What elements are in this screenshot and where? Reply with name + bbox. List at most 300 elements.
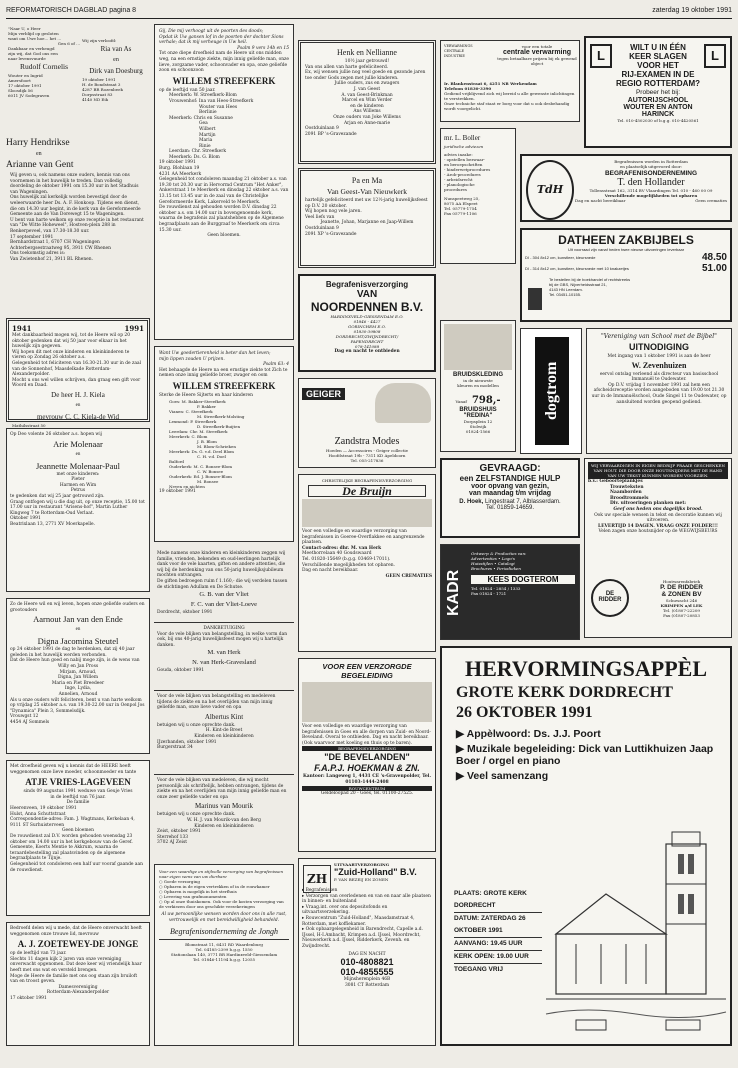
- slogan: BEGELEIDING: [341, 671, 393, 680]
- family-line: M. Streefkerk-Molsting: [197, 413, 245, 419]
- parents: Amersfoort: [8, 78, 31, 83]
- bible-icon: [528, 288, 542, 310]
- top-line: CHRISTELIJKE BEGRAFENISVERZORGING: [321, 478, 413, 483]
- service-item: ▸ Vraag.int. over ons depositofonds en uitvaartsverzekering.: [302, 905, 432, 916]
- service-item: Advertenties • Logo's: [471, 556, 515, 561]
- kid: Harmen en Wim: [59, 482, 97, 488]
- name-b: F. C. van der Vliet-Loeve: [190, 601, 258, 609]
- subline: Probeer het bij:: [635, 89, 681, 96]
- price: 51.00: [701, 263, 727, 274]
- logo-line: VERWARMINGS: [444, 44, 473, 48]
- item-text: Opbaren in de eigen vertrekken of in de rouwkamer: [163, 884, 270, 889]
- divider: [159, 939, 289, 940]
- age: in de leeftijd van 76 jaar.: [50, 794, 106, 800]
- phone: Tel. 05779-1754: [444, 206, 477, 211]
- family-line: C. W. Bonsee: [197, 468, 224, 474]
- family: Kinderen en kleinkinderen: [194, 823, 254, 829]
- ad-centrale-verwarming: [440, 40, 580, 122]
- region: DORDRECHT/ZWIJNDRECHT/: [335, 334, 399, 339]
- city: KRIMPEN a/d LEK: [660, 603, 703, 608]
- tagline: tegen betaalbare prijzen bij ek gewend object: [497, 56, 577, 66]
- product-item: Broodtrommels: [610, 495, 649, 501]
- bar: BEGRAFENISVERZORGING: [302, 746, 432, 751]
- name-a: De heer H. J. Kiela: [51, 390, 105, 399]
- address: Burgerstraat 34: [157, 745, 193, 751]
- address: Dorpsplein 12: [463, 419, 493, 424]
- line: 4287 BR Rozenbeek: [82, 87, 123, 92]
- motto: "Vereniging van School met de Bijbel": [601, 333, 717, 340]
- family-list: [159, 399, 289, 489]
- geiger-logo: GEIGER: [302, 388, 345, 400]
- address: Burg. Blohlaan 19: [159, 166, 200, 172]
- line: kleuren en modellen: [457, 383, 499, 388]
- body-line: te gedenken dat wij 25 jaar getrouwd zijn.: [10, 493, 105, 499]
- service-item: [159, 899, 289, 909]
- product-item: Trouwteksten: [610, 484, 644, 490]
- vci-logo: [444, 44, 494, 59]
- date: Dordrecht, oktober 1991: [157, 610, 213, 616]
- kadr-logo: KADR: [445, 569, 462, 617]
- title: BEGRAFENISONDERNEMING: [604, 170, 698, 177]
- verse: "Naar U, o Heer: [8, 26, 41, 31]
- hat-photo: [375, 383, 431, 423]
- shop-name: "REDINA": [463, 413, 493, 419]
- verse-ref: Psalm 63: 4: [263, 362, 289, 368]
- name-b: Dirk van Doesburg: [89, 67, 143, 75]
- family-line: Vianen: C. Streefkerk: [169, 408, 213, 414]
- address: Mijnsherenplein 46B: [343, 977, 391, 983]
- contact: Contact-adres: dhr. M. van Herk: [302, 545, 382, 551]
- birth-announcement: [8, 26, 80, 98]
- phone: Tel. 055-217836: [350, 458, 384, 463]
- family-line: Leerdam: Chr. Streefkerk: [169, 149, 226, 155]
- date: 17 oktober 1991: [8, 83, 42, 88]
- ad-datheen: [520, 228, 732, 322]
- info-line: PLAATS: GROTE KERK DORDRECHT: [454, 888, 542, 913]
- program-item: [456, 728, 726, 740]
- body-line: Ex, wij wensen jullie nog veel goede en gezonde jaren toe onder Gods zegen met jullie kinderen.: [305, 70, 426, 81]
- product-item: b.v.: Geboorteplankjes: [588, 479, 643, 484]
- region: PAPENDRECHT: [350, 339, 384, 344]
- name-a: Ria van As: [100, 45, 132, 53]
- dogtrom-logo: dogtrom: [535, 337, 569, 445]
- and: en: [75, 402, 81, 408]
- service-item: ▸ Ook opbaargelegenheid in Barendrecht, Capelle a.d. IJssel, H-I.Ambacht, Krimpen a.d. IJssel, Moordrecht, Nieuwerkerk a.d. IJssel, Ridderkerk, Zevenh. en Zwijndrecht.: [302, 927, 432, 949]
- line: en plaatselijk uitgevoerd door:: [619, 164, 683, 169]
- ad-de-jongh: [154, 864, 294, 1046]
- order-line: Tel. 03451-10155.: [549, 292, 582, 297]
- verse-ref: Gen 6 of ...: [57, 41, 80, 46]
- service-item: advies inzake:: [444, 152, 473, 157]
- phone: 010-4855555: [340, 967, 394, 978]
- address: 3702 AJ Zeist: [157, 840, 187, 846]
- shop-name: Zandstra Modes: [334, 436, 400, 447]
- line: 4140 ND Eik: [82, 97, 109, 102]
- body-line: Dat de Heere hun goed en nabij moge zijn, is de wens van: [10, 658, 140, 664]
- body-line: Correspondentie-adres: Fam. J. Wagtmans, Kerkelaan 4, 9111 ST Surhuisterveen: [10, 817, 135, 828]
- body-line: De rouwdienst zal gehouden worden D.V. dinsdag 22 oktober a.s. om 14.00 uur in bovengenoemde kerk, waarna de begrafenis zal plaatshebben op de Algemene begraafplaats aan de Burggraaf te Meerkerk om circa 15.30 uur.: [159, 205, 284, 233]
- ad-vliet: [154, 548, 294, 618]
- order-line: 4143 HN Leerdam.: [549, 287, 583, 292]
- year-end: 1991: [124, 324, 144, 333]
- price: 798,-: [471, 395, 501, 406]
- name-b: mevrouw C. C. Kiela-de Wid: [36, 412, 120, 421]
- line: H. de Bondstraat 3: [82, 82, 121, 87]
- program-text: Veel samenzang: [467, 770, 549, 782]
- body-line: Oktober 1991: [10, 516, 41, 522]
- body-line: Als u onze ouders wilt feliciteren, bent u van harte welkom op vrijdag 25 oktober a.s. van 19.30-22.00 uur in Oenpol Jos "Dynamica" Plein 3, Sommelsdijk.: [10, 697, 145, 714]
- family-line: Martijn: [199, 132, 216, 138]
- address: Hoofdstraat 19b - 7311 KD Apeldoorn: [328, 453, 406, 458]
- body-line: Voor de vele blijken van medeleven, die wij mocht persoonlijk als schriftelijk, hebben ontvangen, tijdens de ziekte en na het overlijden van mijn innig geliefde man en onze zeer geliefde vader en opa: [157, 778, 287, 800]
- family-line: Maria: [199, 138, 213, 144]
- title: VAN: [356, 289, 378, 300]
- phone: Tel. 01859-14659.: [485, 505, 535, 511]
- bullet-icon: ○: [159, 879, 164, 884]
- body-line: Hulst, Anna Schuttstraat: [10, 811, 66, 817]
- location: GROTE KERK DORDRECHT: [456, 684, 673, 701]
- body-line: Heerenveen, 19 oktober 1991: [10, 805, 77, 811]
- address: Schuwacht 246: [665, 598, 698, 603]
- body-line: hartelijk gefeliciteerd met uw 12½-jarig huwelijksfeest op D.V. 20 oktober.: [305, 198, 428, 209]
- family: De familie: [66, 800, 90, 806]
- bride-name: Arianne van Gent: [6, 160, 74, 170]
- body-line: Slechts 11 dagen kijk 2 jaren van onze vereniging onverwacht opgenomen. Dat deze keer wij vriendelijk haar heeft met ons wat en versteld brengen.: [10, 956, 142, 973]
- ad-zuid-holland: [298, 858, 436, 1046]
- ad-hervormingsappel: [440, 646, 732, 1046]
- kid: Maria en Piet Breedeer: [51, 680, 105, 686]
- ad-dogtrom: [520, 328, 582, 454]
- body-line: Voor de vele blijken van belangstelling, in welke vorm dan ook, bij ons 40-jarig huwelijksfeest mogen wij u hartelijk danken.: [157, 631, 288, 648]
- footer: Dag en nacht te ontbieden: [334, 349, 400, 354]
- owner: F.A.P.J. HOEKMAN & ZN.: [314, 763, 420, 774]
- phone: Tel. 04185-2399 b.g.g. 1550: [195, 947, 253, 953]
- bar: ROUWCENTRUM: [302, 786, 432, 791]
- ad-mourik: [154, 774, 294, 860]
- date: 17 oktober 1991: [10, 995, 47, 1001]
- family: H. Kint-de Breet: [205, 728, 243, 734]
- line: Dorpsstraat 83: [82, 92, 113, 97]
- ad-gevraagd: [440, 458, 580, 538]
- bullet-icon: ○: [159, 899, 164, 904]
- family: W. H. J. van Mourik-van den Berg: [187, 817, 261, 823]
- ad-hendrikse: [6, 128, 150, 314]
- tdh-logo: TdH: [526, 160, 574, 220]
- body-line: Van Zwietenhof 21, 3911 BL Rhenen.: [10, 256, 93, 262]
- from-label: Vanaf: [455, 399, 467, 404]
- intro: Met droefheid geven wij u kennis dat de HEERE heeft weggenomen onze lieve moeder, schoonmoeder en tante: [10, 764, 137, 775]
- ad-den-hollander: [520, 154, 732, 222]
- verse: Want Uw goedertierenheid is beter dan het leven;: [159, 351, 271, 356]
- family-line: Rinie: [199, 143, 211, 149]
- verse-line: Mijn verblijd op gesloten: [8, 31, 59, 36]
- body-line: Voor een volledige en waardige verzorging van begrafenissen in Goes en alle dorpen van Zuid- en Noord-Beveland. Overal te ontbieden. Dag en nacht bereikbaar.: [302, 724, 431, 741]
- header-right: zaterdag 19 oktober 1991: [652, 7, 732, 14]
- info-block: [454, 888, 542, 976]
- family-line: Meerkerk: Ds. G. v.d. Deel Blom: [169, 448, 234, 454]
- family-line: M. Blom-Schrieken: [197, 443, 236, 449]
- l-plate-icon: L: [704, 44, 726, 68]
- body-line: 17 september 1991: [10, 234, 54, 240]
- line: Verschillende mogelijkheden tot opbaren: [604, 193, 698, 198]
- body-line: Gelegenheid tot feliciteren van 16.30-21.30 uur in de zaal van de Sonnenhof, Maasdelkade Rotterdam-Alexanderpolder.: [12, 360, 142, 378]
- engagement: [82, 38, 150, 102]
- phone: Tel. (01807-22209: [663, 608, 700, 613]
- title: UITVAARTVERZORGING: [334, 862, 390, 867]
- verse: Opdat ik Uw gansen lof in de poorten der dochter Sions verhale; dat ik mij verheuge in Uw heil.: [159, 34, 284, 46]
- phone: Tel. 01846-11194 b.g.g. 12055: [192, 957, 256, 963]
- body-line: (Ook waarvoor met koeling en thuis op te baren).: [302, 740, 412, 746]
- ad-pa-en-ma: [298, 168, 436, 268]
- address: 2091 BP 's-Gravezande: [305, 131, 357, 137]
- date: Gouda, oktober 1991: [157, 668, 204, 674]
- service-item: ▸ Begrafenissen: [302, 888, 432, 894]
- family-line: C. H. v.d. Doel: [197, 453, 226, 459]
- family-line: D. Streefkerk-Buijten: [197, 423, 241, 429]
- baby-name: Rudolf Cornelis: [19, 62, 69, 71]
- family: Ans Willems: [353, 109, 381, 115]
- ad-redina: [440, 320, 516, 452]
- headline: RIJ-EXAMEN IN DE: [621, 70, 695, 79]
- family-line: Meerkerk: C. Blom: [169, 433, 208, 439]
- body-line: Achterbergsestraatweg 95, 3911 CW Rhenen: [10, 245, 111, 251]
- service-item: en beroepschriften: [444, 162, 483, 167]
- company-name: Begrafenisonderneming de Jongh: [170, 927, 278, 937]
- ad-de-bruijn: [298, 474, 436, 652]
- hours: DAG EN NACHT: [348, 951, 386, 957]
- age: op de leeftijd van 73 jaar.: [10, 951, 67, 957]
- ad-streefkerk-1: [154, 24, 294, 340]
- family-line: Meerkerk: Chris en Susanne: [169, 115, 233, 121]
- shop-line: Houtwarenfabriek: [662, 579, 701, 584]
- family-line: P. Bakker: [197, 403, 216, 409]
- service-item: Voor een waardige en stijlvolle verzorging van begrafenissen naar eigen wens van uw dierbare: [159, 869, 284, 879]
- title: BRUIDSKLEDING: [452, 372, 503, 378]
- intro-line: zijn wij, dat God ons een: [8, 51, 58, 56]
- family-line: Wouter van Hees: [199, 104, 238, 110]
- couple-name: Henk en Nellianne: [337, 48, 397, 57]
- name-a: M. van Herk: [207, 649, 241, 657]
- family-line: Vrouwenhof: Ina van Hees-Streefkerk: [169, 98, 254, 104]
- program-list: [456, 728, 726, 782]
- product-row: DI - 314 8x12 cm, kunstleer, kleursnede met 10 knakzetjes: [525, 266, 629, 271]
- headline: VOOR HET: [637, 61, 679, 70]
- body-line: Gelegenheid tot condoleren maandag 21 oktober a.s. van 19.30 tot 20.30 uur in Hervormd Centrum "Het Anker", Ankerstraat 1 te Meerkerk en dinsdag 22 oktober a.s. van 13.15 tot 13.45 uur in de zaal van de Christelijke Gereformeerde Kerk, Lakerveld te Meerkerk.: [159, 177, 289, 205]
- name-a: Arie Molenaar: [53, 438, 103, 449]
- verse: mijn lippen zouden U prijzen.: [159, 356, 225, 362]
- address: 4454 AJ Sommels: [10, 719, 50, 725]
- subline: van maandag t/m vrijdag: [468, 490, 552, 497]
- deceased-name: WILLEM STREEFKERK: [172, 380, 276, 391]
- name-b: Digna Jacomina Steutel: [37, 636, 119, 647]
- ad-ridder: [584, 458, 732, 638]
- body-line: Wij hopen dit met onze kinderen en kleinkinderen te vieren op Zondag 26 oktober a.s.: [12, 349, 130, 361]
- phone: 01846 - 4427: [353, 319, 381, 324]
- company-name: WOUTER EN ANTON: [623, 104, 693, 111]
- line: Begrafenissen worden in Rotterdam: [614, 159, 688, 164]
- and: en: [113, 57, 119, 63]
- body-line: Moge de Heere de familie met ons oog staan zijn bruiloft van en troost geven.: [10, 973, 138, 985]
- family-line: Goes: M. Bakker-Streefkerk: [169, 398, 226, 404]
- ad-vandenende: [6, 598, 150, 754]
- body-line: Ons toekomstig adres is:: [10, 251, 66, 257]
- logo-line: RIDDER: [598, 597, 622, 603]
- kid: Annelien, Arnoud: [58, 691, 98, 697]
- family-line: Meerkerk: W. Streefkerk-Blom: [169, 93, 237, 99]
- company-name: KEES DOGTEROM: [471, 575, 575, 584]
- title: Begrafenisverzorging: [325, 280, 409, 289]
- body-line: Gediend vrijblijvend zich wij bereid u alle gewenste inlichtingen te verstrekken.: [444, 91, 575, 101]
- name-a: Aarnout Jan van den Ende: [33, 614, 123, 625]
- ad-de-bevelanden: [298, 658, 436, 852]
- body-line: op 24 oktober 1991 de dag te herdenken, dat zij 40 jaar geleden in het huwelijk werden verbonden.: [10, 647, 135, 658]
- contact-name: D. Hoek,: [459, 499, 484, 505]
- no-flowers: Geen bloemen.: [207, 233, 241, 239]
- line: 19 oktober 1991: [82, 77, 116, 82]
- headline: REGIO ROTTERDAM?: [616, 79, 700, 88]
- couple-name: Van Geest-Van Nieuwkerk: [327, 187, 407, 196]
- body-line: Mede namens onze kinderen en kleinkinderen zeggen wij familie, vrienden, bekenden en oud-leerlingen hartelijk dank voor de vele kaarten, giften en andere attenties, die wij bij de herdenking van ons 50-jarig huwelijksjubileum mochten ontvangen.: [157, 551, 286, 579]
- family-list: [159, 93, 289, 160]
- line: Dag en nacht bereikbaar: [575, 198, 626, 203]
- body-line: Ons huwelijk zal kerkelijk worden bevestigd door de weleerwaarde heer Ds. A. F. Honkoop. Tijdens een dienst, die om 14.30 uur begint, in de kerk van de Gereformeerde Gemeente aan de Van Dorewegt 15 te Wageningen.: [10, 195, 141, 218]
- kid: Inge, Lydia,: [64, 686, 92, 692]
- body-line: Dag en nacht bereikbaar.: [302, 568, 359, 574]
- body-line: Veel liefs van: [305, 214, 335, 220]
- ad-harinck: [584, 36, 732, 148]
- bullet-icon: ○: [159, 889, 164, 894]
- lawyer-name: mr. L. Boller: [444, 134, 481, 142]
- address: Tollensstraat 162, 3114 BV Vlaardingen Tel. 010 - 460 00 09: [589, 188, 713, 193]
- phone: 01824-1566: [465, 429, 491, 434]
- info-line: KERK OPEN: 19.00 UUR: [454, 951, 542, 964]
- title: DATHEEN ZAKBIJBELS: [558, 233, 694, 247]
- service-item: procedures: [444, 187, 467, 192]
- ad-kiela: [6, 318, 150, 428]
- ad-kint: [154, 690, 294, 770]
- program-text: Appèlwoord: Ds. J.J. Poort: [466, 728, 601, 740]
- intro: Het behaagde de Heere na een ernstige ziekte tot Zich te nemen onze innig geliefde broer, zwager en oom: [159, 367, 288, 379]
- body-line: Onze techniche staf staat er borg voor dat u ook desbehandig wordt voorgelicht.: [444, 101, 570, 111]
- body-line: Op D.V. vrijdag 1 november 1991 zal hem een afscheidsreceptie worden aangeboden van 19.00 tot 21.30 uur in de Immanuëlschool, Oude Singel 11 te Oudewater, op aansluitend worden geopend gediend.: [591, 382, 727, 405]
- phone: 01830-39808: [353, 329, 381, 334]
- company-name: "Zuid-Holland" B.V.: [334, 867, 417, 877]
- body-line: eervol ontslag verleend als directeur van basisschool Immanuël te Oudewater.: [599, 371, 719, 383]
- address: Mathilsstraat 50: [12, 422, 46, 428]
- date: 19 oktober 1991: [159, 160, 196, 166]
- ad-molenaar: [6, 428, 150, 592]
- product-item: Naamborden: [610, 490, 642, 496]
- footer: GEEN CREMATIES: [385, 573, 432, 579]
- date: IJzerbanden, oktober 1991: [157, 739, 217, 745]
- ad-henk-nellianne: [298, 40, 436, 164]
- shop-name: P. DE RIDDER: [660, 584, 703, 591]
- info-line: AANVANG: 19.45 UUR: [454, 938, 542, 951]
- service-item: ▸ Rouwcentrum "Zuid-Holland", Maasdamstraat 4, Rotterdam, met koffiekamer.: [302, 916, 432, 927]
- intro: Zo de Heere wil en wij leven, hopen onze geliefde ouders en grootouders: [10, 602, 145, 613]
- deceased-name: A. J. ZOETEWEY-DE JONGE: [17, 939, 139, 950]
- body-line: Beatrixlaan 13, 2771 XV Moerkapelle.: [10, 521, 96, 527]
- tagline: voor een totale: [521, 44, 553, 49]
- header-left: REFORMATORISCH DAGBLAD pagina 8: [6, 7, 137, 14]
- family: en de kinderen: [350, 103, 384, 109]
- person-name: W. Zevenhuizen: [631, 360, 687, 370]
- family-line: Berlinie: [199, 110, 217, 116]
- address: 8075 AA Elspeet: [444, 201, 478, 206]
- price: 48.50: [701, 252, 727, 263]
- verse-ref: Psalm 9 vers 14b en 15: [237, 45, 289, 51]
- parents: Wouter en Ingrid: [8, 73, 43, 78]
- service-item: - hinderwetprocedures: [444, 167, 491, 172]
- ad-zoetewey: [6, 922, 150, 1046]
- family: Onze ouders van Joke Willems: [333, 114, 401, 120]
- address: Lingestraat 7, Alblasserdam.: [484, 499, 561, 505]
- bullet-icon: ○: [159, 894, 164, 899]
- deceased-name: WILLEM STREEFKERK: [172, 75, 276, 86]
- family: Jullie ouders, zus en zwagers: [334, 81, 400, 87]
- owner: P. VAN BEZEIJ EN ZONEN: [334, 877, 389, 882]
- from: Rotterdam-Alexanderpolder: [46, 990, 110, 996]
- fax: Fax (01807-20853: [663, 613, 700, 618]
- program-item: [456, 743, 726, 767]
- verse-line: want om Uwe hoe... het ...: [8, 36, 62, 41]
- headline: een ZELFSTANDIGE HULP: [459, 474, 561, 483]
- family-line: M. Bonsee: [197, 478, 219, 484]
- and: en: [75, 627, 81, 633]
- top-line: WIJ VERVAARDIGEN IN EIGEN BEDRIJF FRAAIE GESCHENKEN VAN HOUT. DIE DOOR ONZE HOUTSNIJDERS MET DE HAND VAN UW TEKST KUNNEN WORDEN VOORZIEN.: [588, 462, 728, 479]
- body-line: De rouwdienst zal D.V. worden gehouden woensdag 23 oktober om 14.00 uur in het kerkgebouw van de Geref. Gemeente, Koerts Mentie te Akkrum, waarna de teraardebestelling zal plaatsvinden op de algemene begraafplaats te Tijnje.: [10, 833, 133, 862]
- body-line: Wij geven u, ook namens onze ouders, kennis van ons voornemen in het huwelijk te treden. Dan volledig doordeling de oktober 1991 om 15.30 uur in het Stadhuis van Wageningen.: [10, 173, 139, 195]
- service-item: ▸ Verzorgen van overledenen en van en naar alle plaatsen in binnen- en buitenland: [302, 894, 432, 905]
- office: Kantoor: Langeweg 1, 4431 CE 's-Gravenpolder, Tel. 01103-1444-2408: [302, 774, 431, 785]
- address: Sterrehof 133: [157, 834, 189, 840]
- date: 19 oktober 1991: [159, 488, 196, 494]
- title: Pa en Ma: [351, 176, 383, 185]
- building-photo: [302, 682, 432, 722]
- intro: Op Deo volente 26 oktober a.s. hopen wij: [10, 432, 102, 437]
- body-line: Bernhardstraat 1, 6707 CH Wageningen: [10, 240, 100, 246]
- company-name: HARINCK: [641, 111, 675, 118]
- company-name: De Bruijn: [308, 485, 426, 497]
- body-line: Van ons allen van harte gefeliciteerd.: [305, 64, 389, 70]
- verse: Gij, Die mij verhoogt uit de poorten des doods;: [159, 29, 264, 34]
- logo-line: CENTRALE: [444, 49, 465, 53]
- ad-boller: [440, 128, 516, 264]
- headline: WILT U IN ÉÉN: [630, 43, 686, 52]
- address: Nunspeetweg 25,: [444, 196, 480, 201]
- body-line: U bent van harte welkom op onze receptie in het restaurant van "De Witte Hoheweel", Hostven-plein 288 in Renkerpeveel, van 17.30-18.30 uur.: [10, 217, 144, 234]
- company-name: "DE BEVELANDEN": [324, 752, 410, 763]
- product-item: Div. uitvoeringen planken met:: [610, 501, 686, 507]
- service-item: - planologische: [444, 182, 475, 187]
- info-line: DATUM: ZATERDAG 26 OKTOBER 1991: [454, 913, 542, 938]
- bullet-icon: ○: [159, 884, 164, 889]
- service-item: Brochures • Periodieken: [471, 566, 521, 571]
- fax: Fax 01824 - 1721: [471, 591, 507, 596]
- product-item: Ook uw speciale wensen in tekst en decoratie kunnen wij uitvoeren.: [594, 512, 722, 524]
- name-b: Jeannette Molenaar-Paul: [35, 460, 121, 471]
- service-item: Huisstijlen • Catalogi: [471, 561, 515, 566]
- phone: Tel. 01824 - 2854 / 1333: [471, 586, 521, 591]
- and: en: [75, 451, 81, 457]
- body-line: betuigen wij u onze oprechte dank.: [157, 812, 236, 818]
- body-line: Met dankbaarheid mogen wij, tot de Heere wil op 20 oktober gedenken dat wij 50 jaar voor elkaar in het huwelijk zijn gegeven.: [12, 333, 130, 350]
- body-line: De giften bedroegen ruim f 1.160,- die wij verdelen tussen de stichtingen Adullam en De Schutse.: [157, 578, 288, 590]
- order-line: bij de GBS, Nijverheidsstraat 21,: [549, 282, 607, 287]
- title: UITNODIGING: [629, 342, 689, 352]
- ad-cornelis: [6, 24, 150, 124]
- date: 26 OKTOBER 1991: [456, 704, 593, 721]
